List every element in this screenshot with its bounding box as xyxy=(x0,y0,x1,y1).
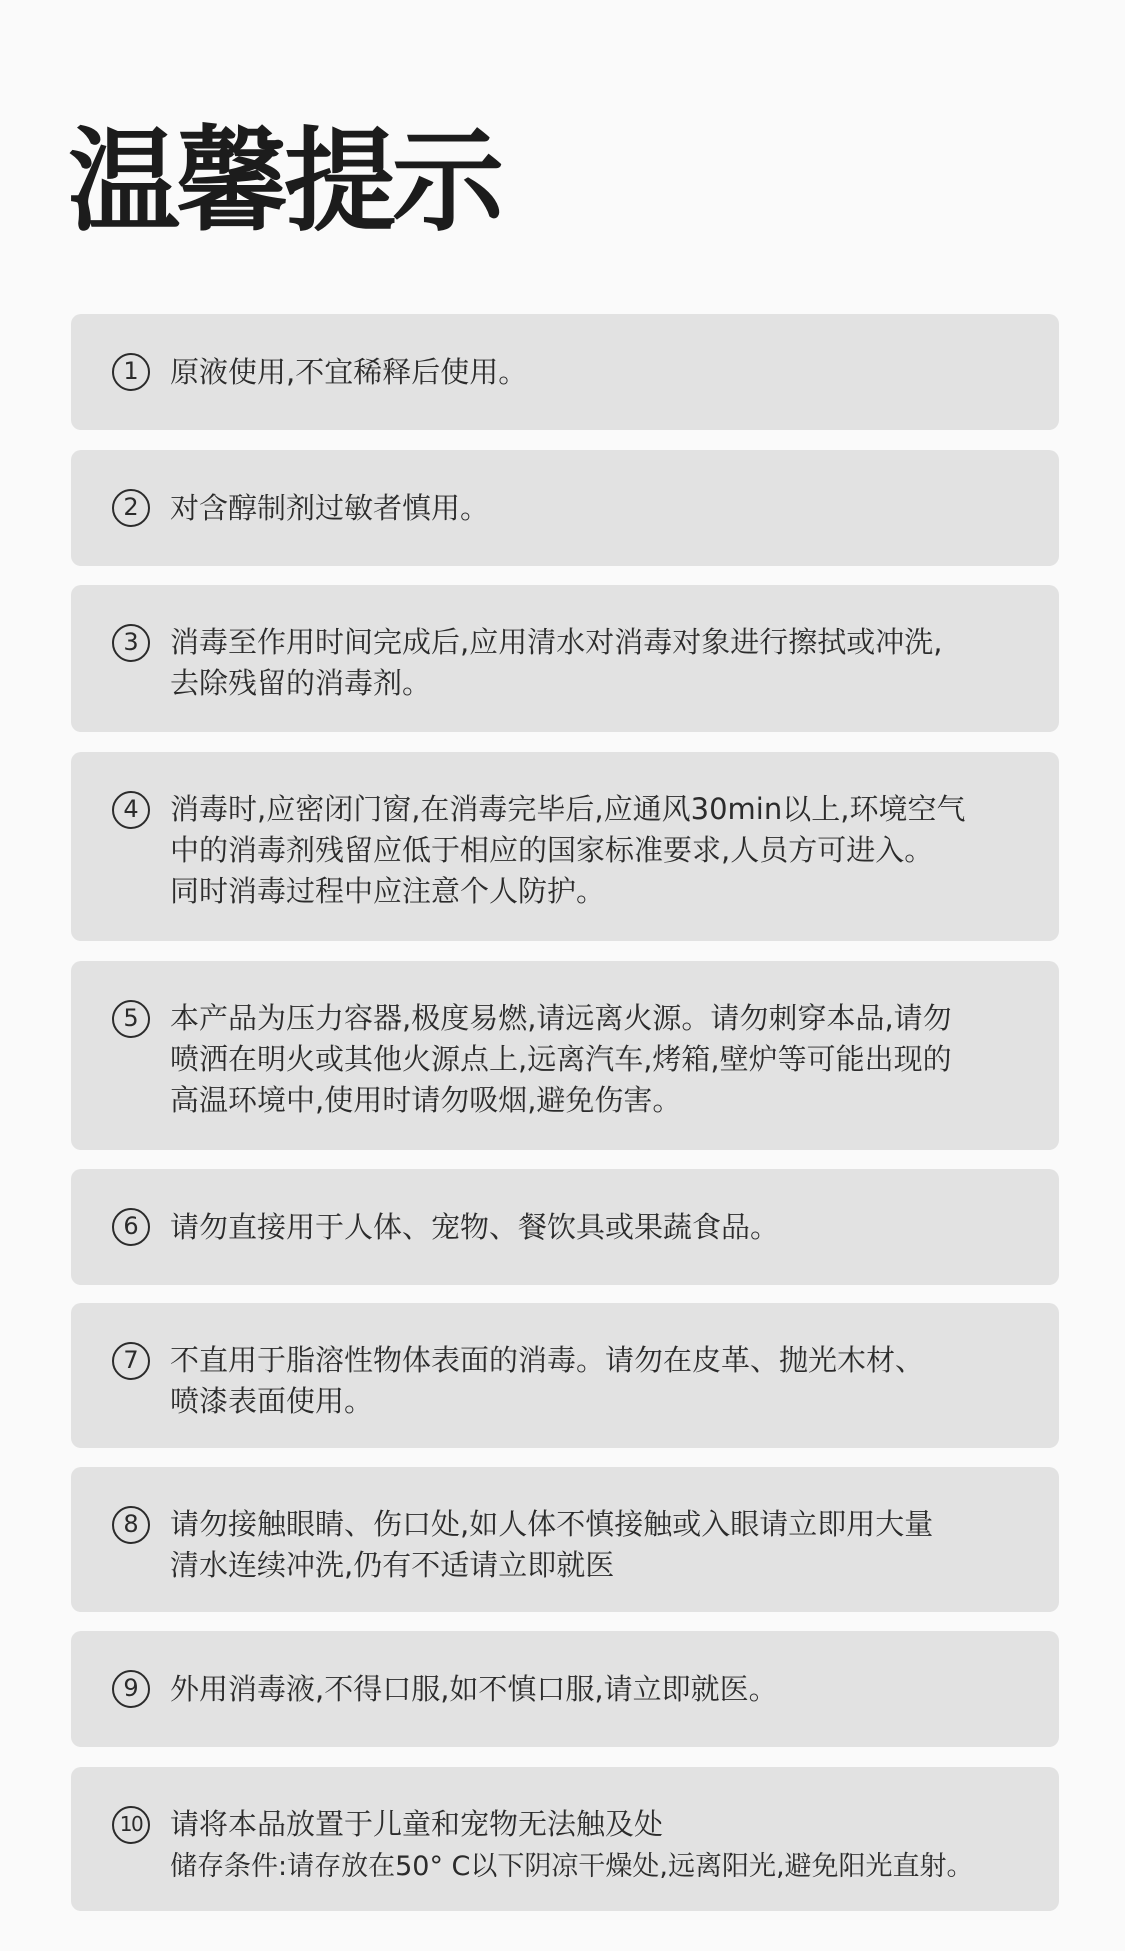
tip-card-9 xyxy=(71,1631,1059,1747)
tip-number-badge: 5 xyxy=(112,1000,150,1038)
tip-text: 请勿直接用于人体、宠物、餐饮具或果蔬食品。 xyxy=(170,1210,780,1244)
tip-text: 本产品为压力容器,极度易燃,请远离火源。请勿刺穿本品,请勿 喷洒在明火或其他火源点上,远离汽车,烤箱,壁炉等可能出现的 高温环境中,使用时请勿吸烟,避免伤害。 xyxy=(170,1001,952,1117)
tip-card-1 xyxy=(71,314,1059,430)
tip-card-10 xyxy=(71,1767,1059,1911)
tip-number-badge: 3 xyxy=(112,624,150,662)
tip-card-2 xyxy=(71,450,1059,566)
tip-number-badge: 1 xyxy=(112,353,150,391)
tip-card-6 xyxy=(71,1169,1059,1285)
tip-card-8 xyxy=(71,1467,1059,1612)
tip-text: 原液使用,不宜稀释后使用。 xyxy=(170,355,528,389)
tip-card-5 xyxy=(71,961,1059,1150)
tip-card-7 xyxy=(71,1303,1059,1448)
tip-number-badge: 4 xyxy=(112,791,150,829)
tip-text: 外用消毒液,不得口服,如不慎口服,请立即就医。 xyxy=(170,1672,778,1706)
tip-text: 消毒时,应密闭门窗,在消毒完毕后,应通风30min以上,环境空气 中的消毒剂残留应低于相应的国家标准要求,人员方可进入。 同时消毒过程中应注意个人防护。 xyxy=(170,792,966,908)
tip-number-badge: 6 xyxy=(112,1208,150,1246)
tip-number-badge: 7 xyxy=(112,1342,150,1380)
page-title: 温馨提示 xyxy=(68,117,500,247)
tip-card-3 xyxy=(71,585,1059,732)
storage-conditions-note: 储存条件:请存放在50° C以下阴凉干燥处,远离阳光,避免阳光直射。 xyxy=(170,1851,974,1882)
tip-text: 对含醇制剂过敏者慎用。 xyxy=(170,491,490,525)
tip-text: 请勿接触眼睛、伤口处,如人体不慎接触或入眼请立即用大量 清水连续冲洗,仍有不适请立即就医 xyxy=(170,1507,934,1582)
tip-number-badge: 2 xyxy=(112,489,150,527)
tip-text: 不直用于脂溶性物体表面的消毒。请勿在皮革、抛光木材、 喷漆表面使用。 xyxy=(170,1343,925,1418)
tip-text: 请将本品放置于儿童和宠物无法触及处 xyxy=(170,1807,664,1841)
tip-card-4 xyxy=(71,752,1059,941)
tip-number-badge: 10 xyxy=(112,1806,150,1844)
tip-number-badge: 9 xyxy=(112,1670,150,1708)
tip-number-badge: 8 xyxy=(112,1506,150,1544)
tip-text: 消毒至作用时间完成后,应用清水对消毒对象进行擦拭或冲洗, 去除残留的消毒剂。 xyxy=(170,625,943,700)
